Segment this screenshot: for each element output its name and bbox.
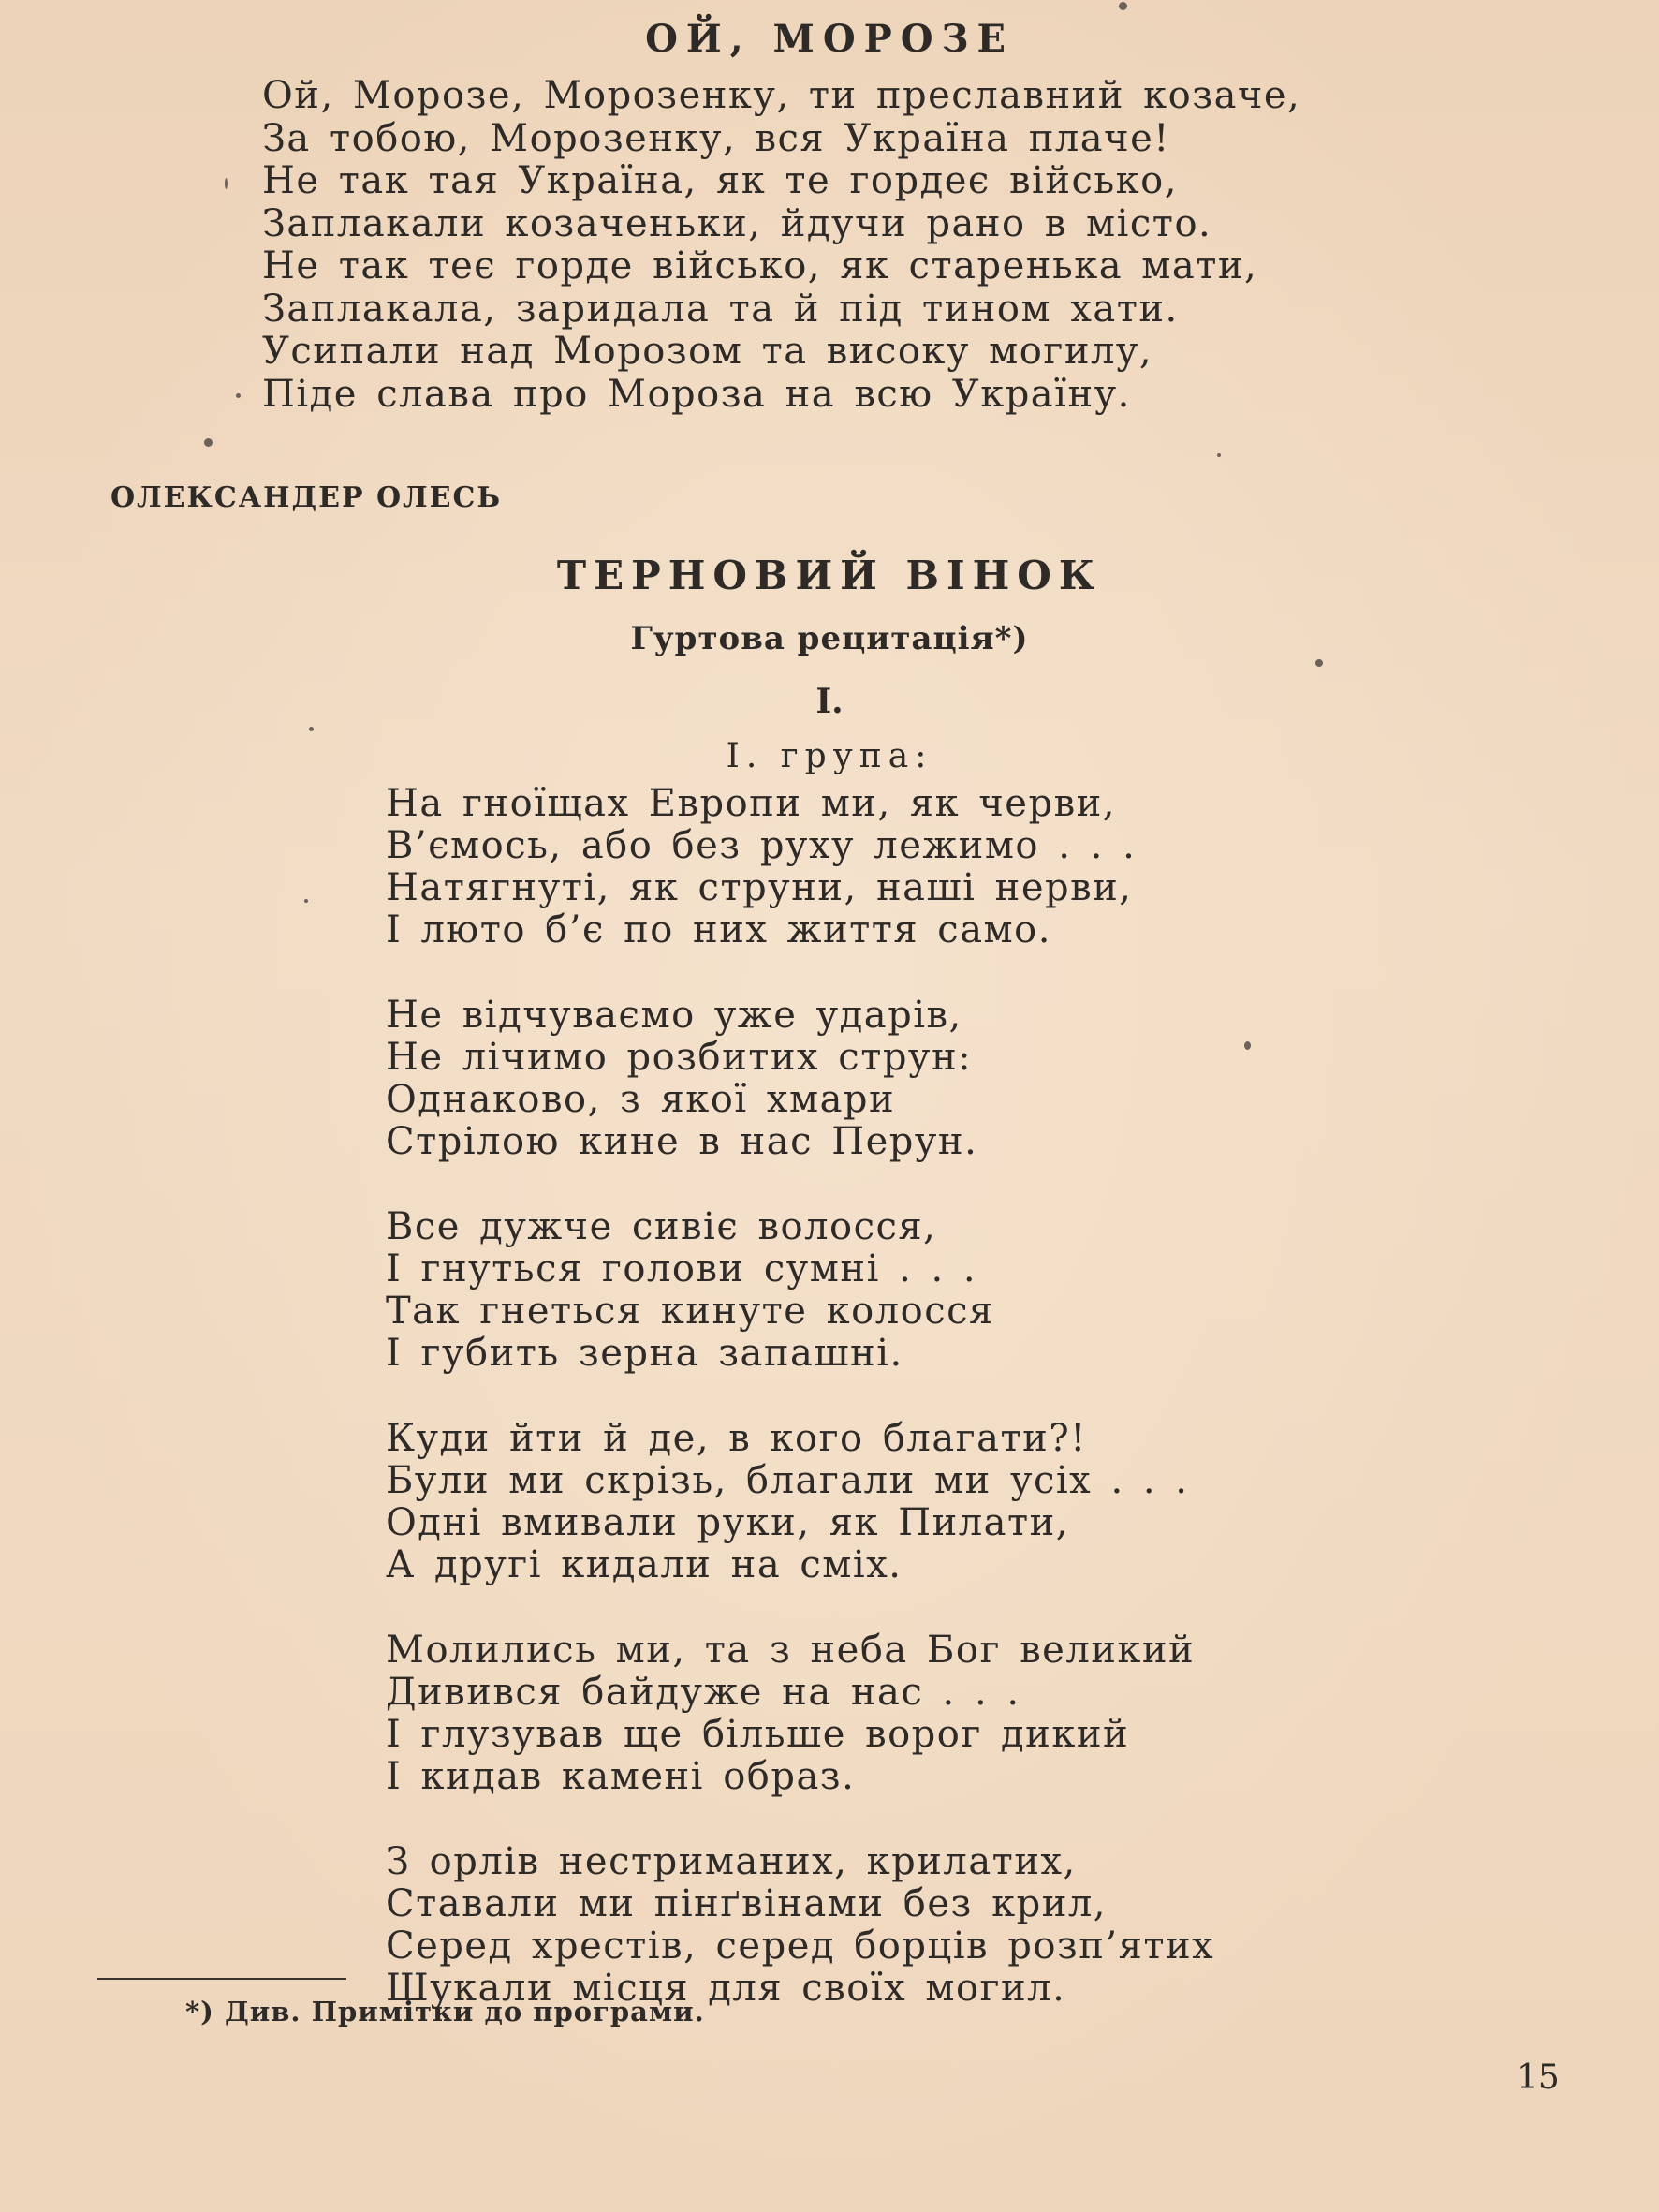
song-line: Не так тая Україна, як те гордеє військо, [262, 159, 1178, 202]
poem-line: І глузував ще більше ворог дикий [386, 1713, 1130, 1756]
song-text [262, 75, 1300, 416]
paper-speck [1119, 2, 1127, 10]
stanza [386, 1418, 1214, 1586]
poem-line: Однаково, з якої хмари [386, 1078, 896, 1121]
paper-speck [204, 438, 213, 447]
stanza [386, 783, 1214, 951]
song-line: Ой, Морозе, Морозенку, ти преславний козаче, [262, 74, 1301, 117]
poem-line: Натягнуті, як струни, наші нерви, [386, 866, 1133, 909]
group-label: I. група: [726, 737, 933, 775]
song-line: Піде слава про Мороза на всю Україну. [262, 372, 1131, 416]
paper-speck [236, 393, 241, 398]
stanza [386, 1630, 1214, 1798]
poem-line: Одні вмивали руки, як Пилати, [386, 1501, 1070, 1544]
stanza [386, 995, 1214, 1163]
footnote: *) Див. Примітки до програми. [185, 1996, 705, 2028]
paper-speck [1244, 1041, 1251, 1050]
page-number: 15 [1517, 2058, 1560, 2097]
poem-line: А другі кидали на сміх. [386, 1543, 903, 1586]
poem-line: Ставали ми пінґвінами без крил, [386, 1882, 1107, 1925]
footnote-rule [97, 1978, 346, 1980]
song-line: Не так теє горде військо, як старенька мати, [262, 244, 1258, 288]
poem-line: Куди йти й де, в кого благати?! [386, 1417, 1087, 1460]
paper-speck [225, 178, 228, 189]
poem-line: З орлів нестриманих, крилатих, [386, 1840, 1077, 1883]
song-title: ОЙ, МОРОЗЕ [645, 17, 1014, 61]
poem-line: І губить зерна запашні. [386, 1332, 903, 1375]
poem-line: Серед хрестів, серед борців розп’ятих [386, 1924, 1215, 1968]
poem-line: І гнуться голови сумні . . . [386, 1247, 977, 1290]
poem-line: На гноїщах Европи ми, як черви, [386, 782, 1116, 825]
stanza [386, 1841, 1214, 2010]
song-line: За тобою, Морозенку, вся Україна плаче! [262, 116, 1170, 160]
poem-line: Так гнеться кинуте колосся [386, 1290, 994, 1333]
paper-speck [309, 727, 314, 731]
poem-line: І кидав камені образ. [386, 1755, 856, 1798]
stanza [386, 1206, 1214, 1375]
poem-line: Шукали місця для своїх могил. [386, 1967, 1066, 2010]
poem-subtitle: Гуртова рецитація*) [630, 620, 1029, 657]
poem-line: Стрілою кине в нас Перун. [386, 1120, 978, 1163]
poem-line: Все дужче сивіє волосся, [386, 1205, 937, 1248]
poem-author: ОЛЕКСАНДЕР ОЛЕСЬ [110, 481, 503, 514]
poem-line: Молились ми, та з неба Бог великий [386, 1629, 1196, 1672]
poem-line: Дивився байдуже на нас . . . [386, 1671, 1020, 1714]
poem-line: І люто б’є по них життя само. [386, 908, 1051, 951]
poem-title: ТЕРНОВИЙ ВІНОК [556, 553, 1103, 598]
poem-line: В’ємось, або без руху лежимо . . . [386, 824, 1137, 867]
song-line: Заплакала, заридала та й під тином хати. [262, 287, 1179, 331]
poem-line: Були ми скрізь, благали ми усіх . . . [386, 1459, 1189, 1502]
poem-line: Не лічимо розбитих струн: [386, 1036, 973, 1079]
poem-stanzas [386, 783, 1214, 2053]
paper-speck [304, 899, 308, 903]
song-line: Заплакали козаченьки, йдучи рано в місто. [262, 201, 1212, 245]
poem-line: Не відчуваємо уже ударів, [386, 994, 962, 1037]
paper-speck [1315, 659, 1323, 667]
song-line: Усипали над Морозом та високу могилу, [262, 330, 1153, 373]
part-number: I. [815, 682, 844, 721]
paper-speck [1217, 453, 1221, 457]
